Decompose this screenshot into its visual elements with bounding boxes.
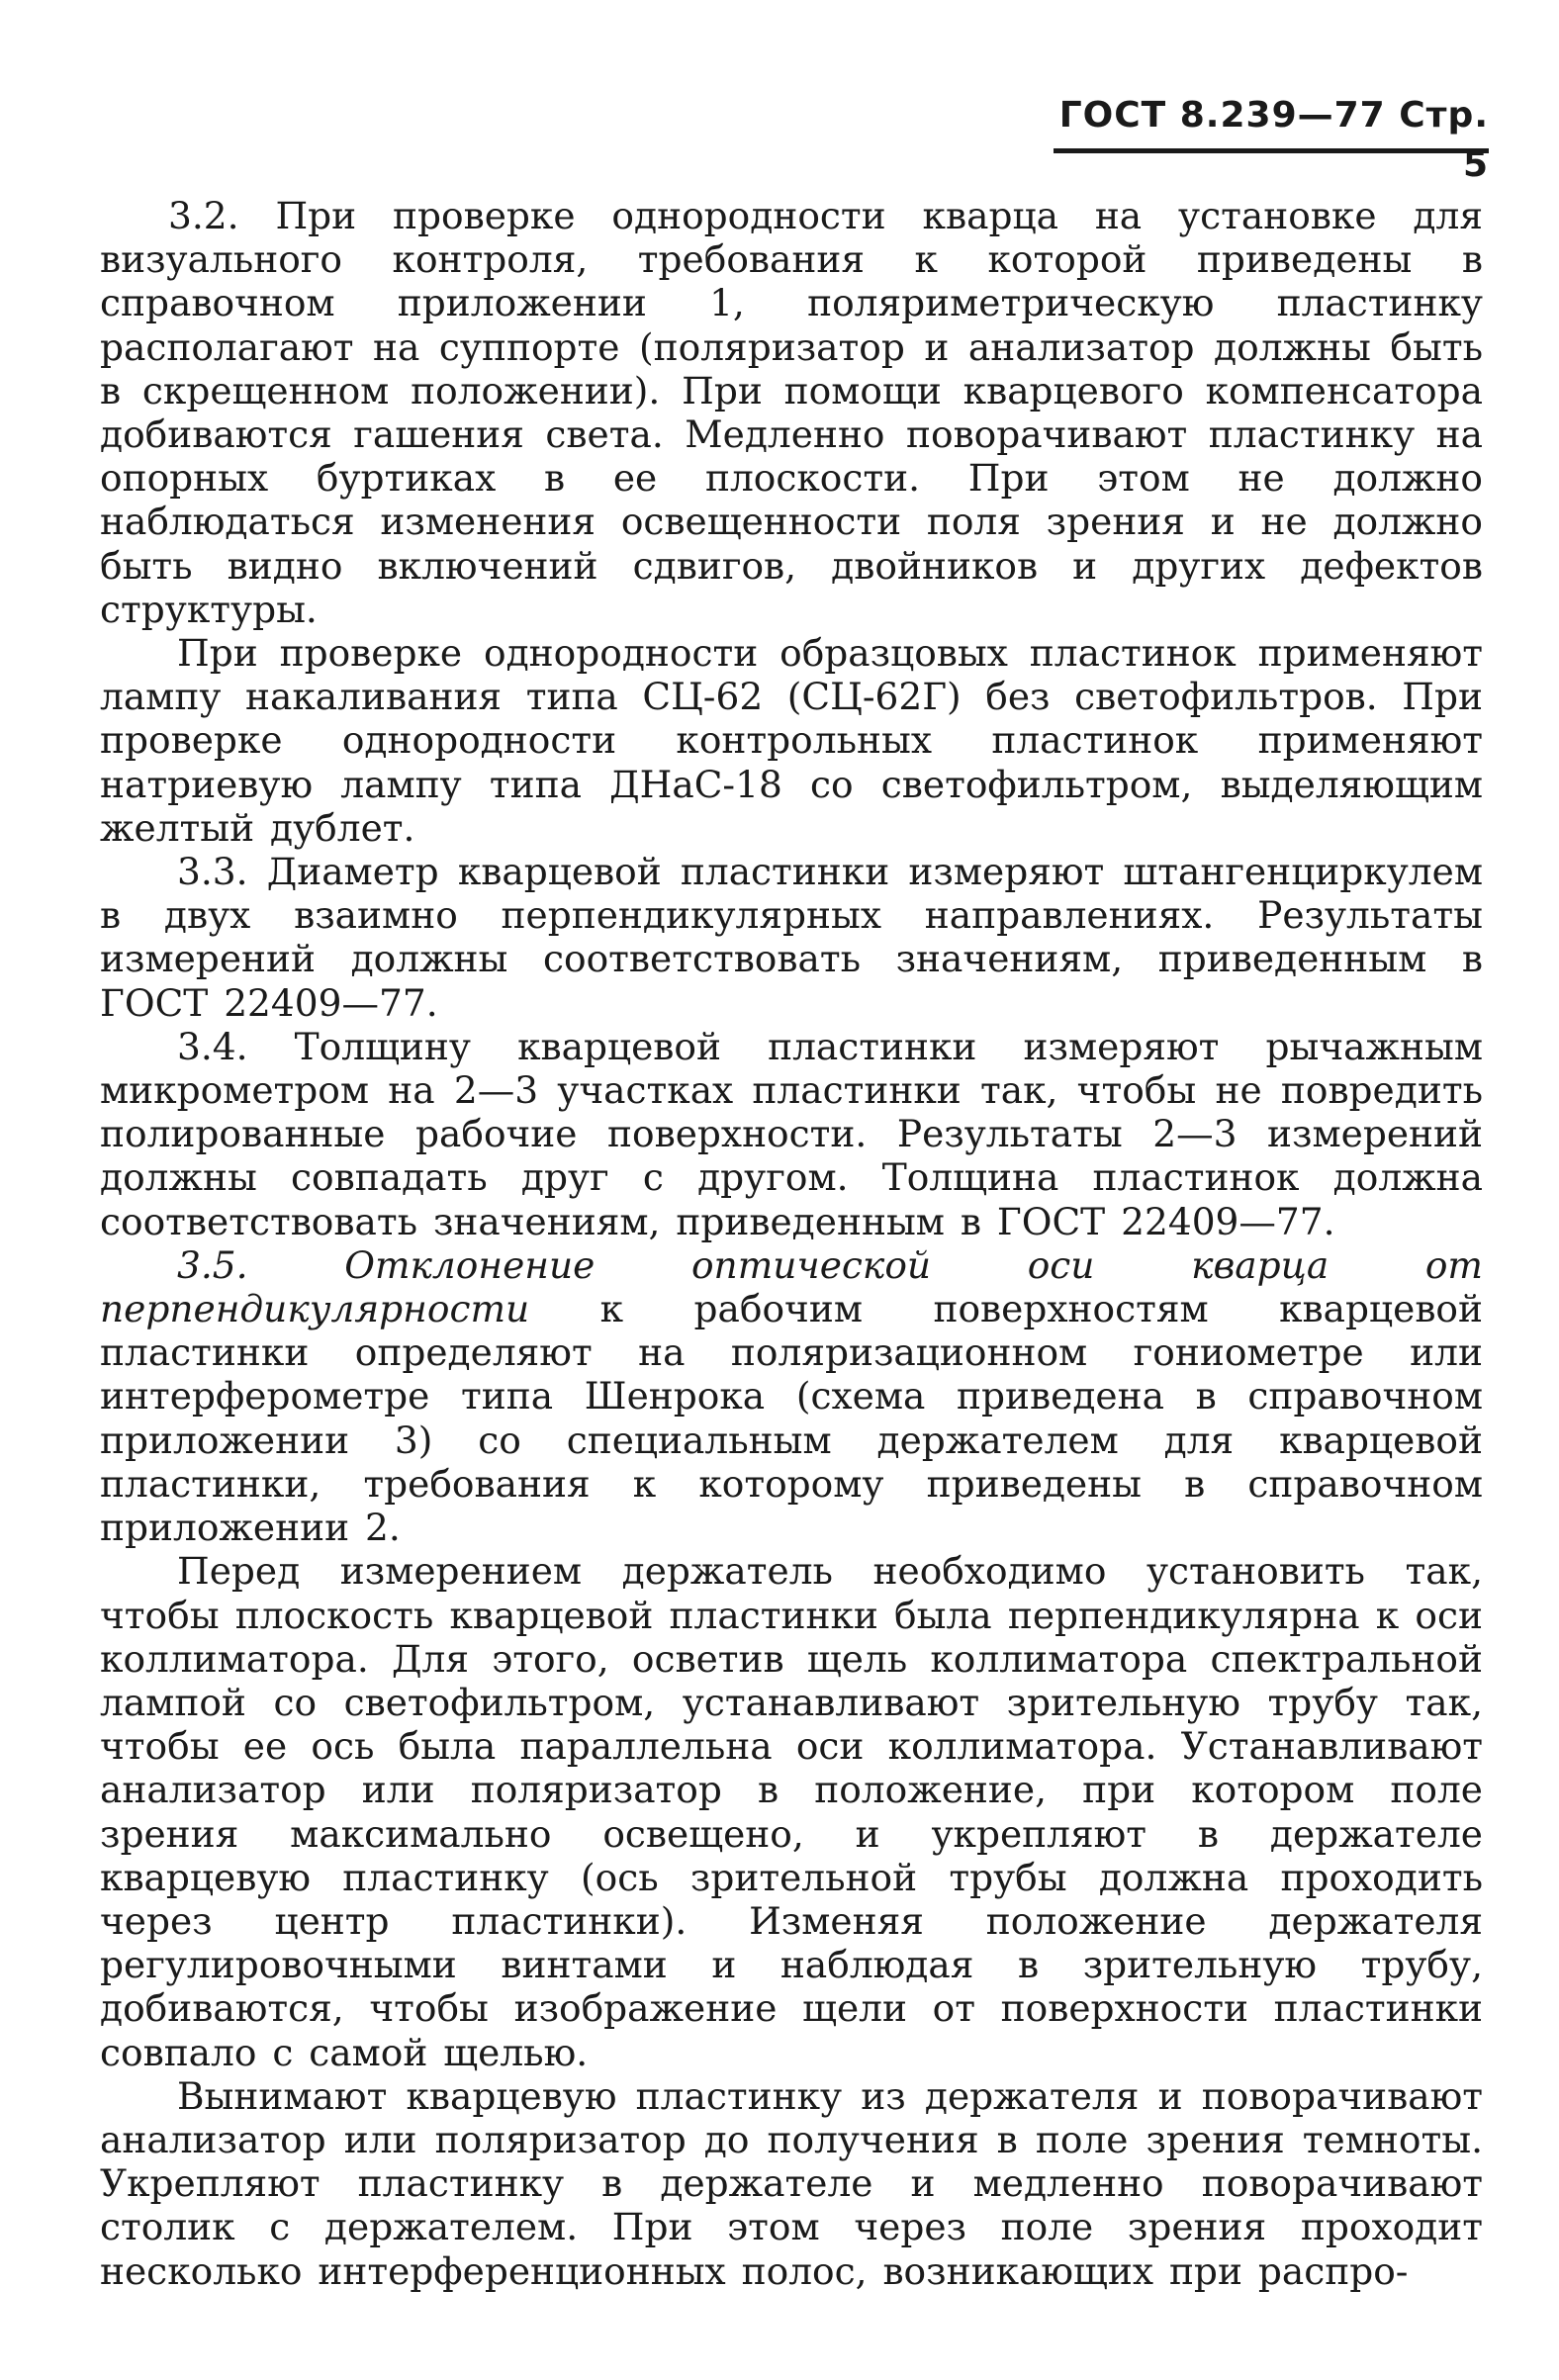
paragraph-remove-plate: Вынимают кварцевую пластинку из держателя и поворачивают анализатор или поляризатор до получения в поле зрения темноты. Укрепляют пластинку в держателе и медленно поворачивают столик с держателем. При этом через поле зрения проходит несколько интерференционных полос, возникающих при распро- [100, 2073, 1483, 2293]
paragraph-3-3: 3.3. Диаметр кварцевой пластинки измеряют штангенциркулем в двух взаимно перпендикулярных направлениях. Результаты измерений должны соответствовать значениям, приведенным в ГОСТ 22409—77. [100, 850, 1483, 1025]
paragraph-3-2: 3.2. При проверке однородности кварца на установке для визуального контроля, требования к которой приведены в справочном приложении 1, поляриметрическую пластинку располагают на суппорте (поляризатор и анализатор должны быть в скрещенном положении). При помощи кварцевого компенсатора добиваются гашения света. Медленно поворачивают пластинку на опорных буртиках в ее плоскости. При этом не должно наблюдаться изменения освещенности поля зрения и не должно быть видно включений сдвигов, двойников и других дефектов структуры. [100, 194, 1483, 631]
paragraph-3-5-rest: к рабочим поверхностям кварцевой пластинки определяют на поляризационном гониометре или интерферометре типа Шенрока (схема приведена в справочном приложении 3) со специальным держателем для кварцевой пластинки, требования к которому приведены в справочном приложении 2. [100, 1287, 1484, 1550]
paragraph-3-4: 3.4. Толщину кварцевой пластинки измеряют рычажным микрометром на 2—3 участках пластинки так, чтобы не повредить полированные рабочие поверхности. Результаты 2—3 измерений должны совпадать друг с другом. Толщина пластинок должна соответствовать значениям, приведенным в ГОСТ 22409—77. [100, 1024, 1483, 1243]
paragraph-lamps: При проверке однородности образцовых пластинок применяют лампу накаливания типа СЦ-62 (СЦ-62Г) без светофильтров. При проверке однородности контрольных пластинок применяют натриевую лампу типа ДНаС-18 со светофильтром, выделяющим желтый дублет. [100, 631, 1483, 850]
page-header [1054, 91, 1489, 185]
paragraph-holder-setup: Перед измерением держатель необходимо установить так, чтобы плоскость кварцевой пластинки была перпендикулярна к оси коллиматора. Для этого, осветив щель коллиматора спектральной лампой со светофильтром, устанавливают зрительную трубу так, чтобы ее ось была параллельна оси коллиматора. Устанавливают анализатор или поляризатор в положение, при котором поле зрения максимально освещено, и укрепляют в держателе кварцевую пластинку (ось зрительной трубы должна проходить через центр пластинки). Изменяя положение держателя регулировочными винтами и наблюдая в зрительную трубу, добиваются, чтобы изображение щели от поверхности пластинки совпало с самой щелью. [100, 1549, 1483, 2074]
header-title: ГОСТ 8.239—77 Стр. 5 [1058, 95, 1489, 185]
paragraph-3-5-lead: 3.5. Отклонение оптической оси кварца от перпендикулярности [100, 1242, 1483, 1331]
document-body [100, 194, 1483, 2293]
paragraph-3-5 [100, 1243, 1483, 1549]
